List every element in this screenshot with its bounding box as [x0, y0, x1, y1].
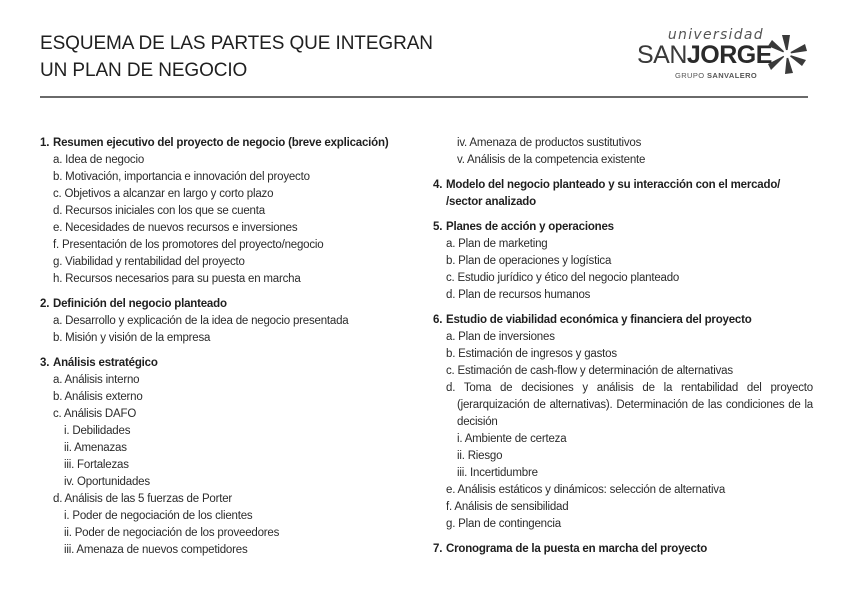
sub-list-item: ii. Riesgo	[457, 450, 503, 462]
list-item: c. Estimación de cash-flow y determinación de alternativas	[446, 365, 733, 377]
list-item: e. Necesidades de nuevos recursos e inversiones	[53, 222, 298, 234]
university-logo	[632, 26, 812, 82]
section-3-continued	[433, 135, 813, 169]
section-heading	[40, 135, 420, 152]
list-item: b. Misión y visión de la empresa	[53, 332, 211, 344]
list-item: d. Toma de decisiones y análisis de la rentabilidad del proyecto (jerarquización de alternativas). Determinación de las condiciones de la decisión	[446, 382, 813, 428]
list-item: a. Desarrollo y explicación de la idea de negocio presentada	[53, 315, 349, 327]
section-heading	[433, 177, 813, 211]
section-number: 7.	[433, 543, 443, 555]
section-number: 5.	[433, 221, 443, 233]
list-item: a. Idea de negocio	[53, 154, 145, 166]
logo-san: SAN	[637, 41, 687, 69]
logo-grupo: GRUPO	[675, 71, 705, 80]
sub-list-item: i. Ambiente de certeza	[457, 433, 567, 445]
right-column	[433, 135, 813, 566]
list-item: d. Recursos iniciales con los que se cuenta	[53, 205, 265, 217]
left-column	[40, 135, 420, 567]
list-item: c. Objetivos a alcanzar en largo y corto plazo	[53, 188, 274, 200]
list-item: a. Plan de marketing	[446, 238, 548, 250]
section-number: 1.	[40, 137, 50, 149]
section-title: Modelo del negocio planteado y su interacción con el mercado/ /sector analizado	[446, 179, 781, 208]
section-heading	[433, 541, 813, 558]
section-title: Análisis estratégico	[53, 357, 158, 369]
section-1	[40, 135, 420, 288]
section-2	[40, 296, 420, 347]
logo-universidad: universidad	[667, 27, 764, 43]
logo-jorge: JORGE	[686, 41, 772, 69]
sub-list-item: i. Debilidades	[64, 425, 131, 437]
list-item: h. Recursos necesarios para su puesta en marcha	[53, 273, 301, 285]
section-title: Resumen ejecutivo del proyecto de negocio (breve explicación)	[53, 137, 389, 149]
list-item: f. Presentación de los promotores del proyecto/negocio	[53, 239, 324, 251]
sub-list-item: ii. Amenazas	[64, 442, 127, 454]
sub-list-item: ii. Poder de negociación de los proveedores	[64, 527, 280, 539]
list-item: c. Análisis DAFO	[53, 408, 137, 420]
section-heading	[433, 219, 813, 236]
section-3	[40, 355, 420, 559]
sub-list-item: iv. Oportunidades	[64, 476, 150, 488]
section-title: Planes de acción y operaciones	[446, 221, 614, 233]
section-title: Estudio de viabilidad económica y financiera del proyecto	[446, 314, 752, 326]
page-title	[40, 30, 433, 84]
list-item: c. Estudio jurídico y ético del negocio planteado	[446, 272, 680, 284]
section-title: Definición del negocio planteado	[53, 298, 227, 310]
list-item: g. Plan de contingencia	[446, 518, 561, 530]
list-item: a. Análisis interno	[53, 374, 140, 386]
logo-wordmark	[637, 41, 772, 69]
section-7	[433, 541, 813, 558]
list-item: d. Análisis de las 5 fuerzas de Porter	[53, 493, 233, 505]
section-number: 2.	[40, 298, 50, 310]
section-6	[433, 312, 813, 533]
section-5	[433, 219, 813, 304]
logo-grupo-sanvalero	[675, 71, 757, 80]
sub-list-item: iv. Amenaza de productos sustitutivos	[457, 137, 642, 149]
section-4	[433, 177, 813, 211]
sub-list-item: iii. Amenaza de nuevos competidores	[64, 544, 248, 556]
logo-sanvalero-san: SAN	[707, 71, 725, 80]
list-item: b. Motivación, importancia e innovación del proyecto	[53, 171, 310, 183]
title-line-2: UN PLAN DE NEGOCIO	[40, 60, 248, 81]
list-item: g. Viabilidad y rentabilidad del proyecto	[53, 256, 245, 268]
section-title: Cronograma de la puesta en marcha del proyecto	[446, 543, 708, 555]
sub-list-item: iii. Fortalezas	[64, 459, 129, 471]
list-item: b. Estimación de ingresos y gastos	[446, 348, 617, 360]
logo-star-icon	[765, 32, 809, 76]
list-item: a. Plan de inversiones	[446, 331, 555, 343]
section-heading	[40, 296, 420, 313]
list-item: b. Plan de operaciones y logística	[446, 255, 612, 267]
list-item-wrapped	[433, 380, 813, 431]
header-divider	[40, 96, 808, 98]
section-number: 3.	[40, 357, 50, 369]
section-number: 4.	[433, 179, 443, 191]
section-heading	[433, 312, 813, 329]
sub-list-item: iii. Incertidumbre	[457, 467, 538, 479]
sub-list-item: i. Poder de negociación de los clientes	[64, 510, 253, 522]
title-line-1: ESQUEMA DE LAS PARTES QUE INTEGRAN	[40, 33, 433, 54]
section-heading	[40, 355, 420, 372]
section-number: 6.	[433, 314, 443, 326]
list-item: b. Análisis externo	[53, 391, 143, 403]
sub-list-item: v. Análisis de la competencia existente	[457, 154, 646, 166]
list-item: f. Análisis de sensibilidad	[446, 501, 569, 513]
list-item: e. Análisis estáticos y dinámicos: selección de alternativa	[446, 484, 726, 496]
logo-sanvalero-valero: VALERO	[724, 71, 758, 80]
list-item: d. Plan de recursos humanos	[446, 289, 591, 301]
